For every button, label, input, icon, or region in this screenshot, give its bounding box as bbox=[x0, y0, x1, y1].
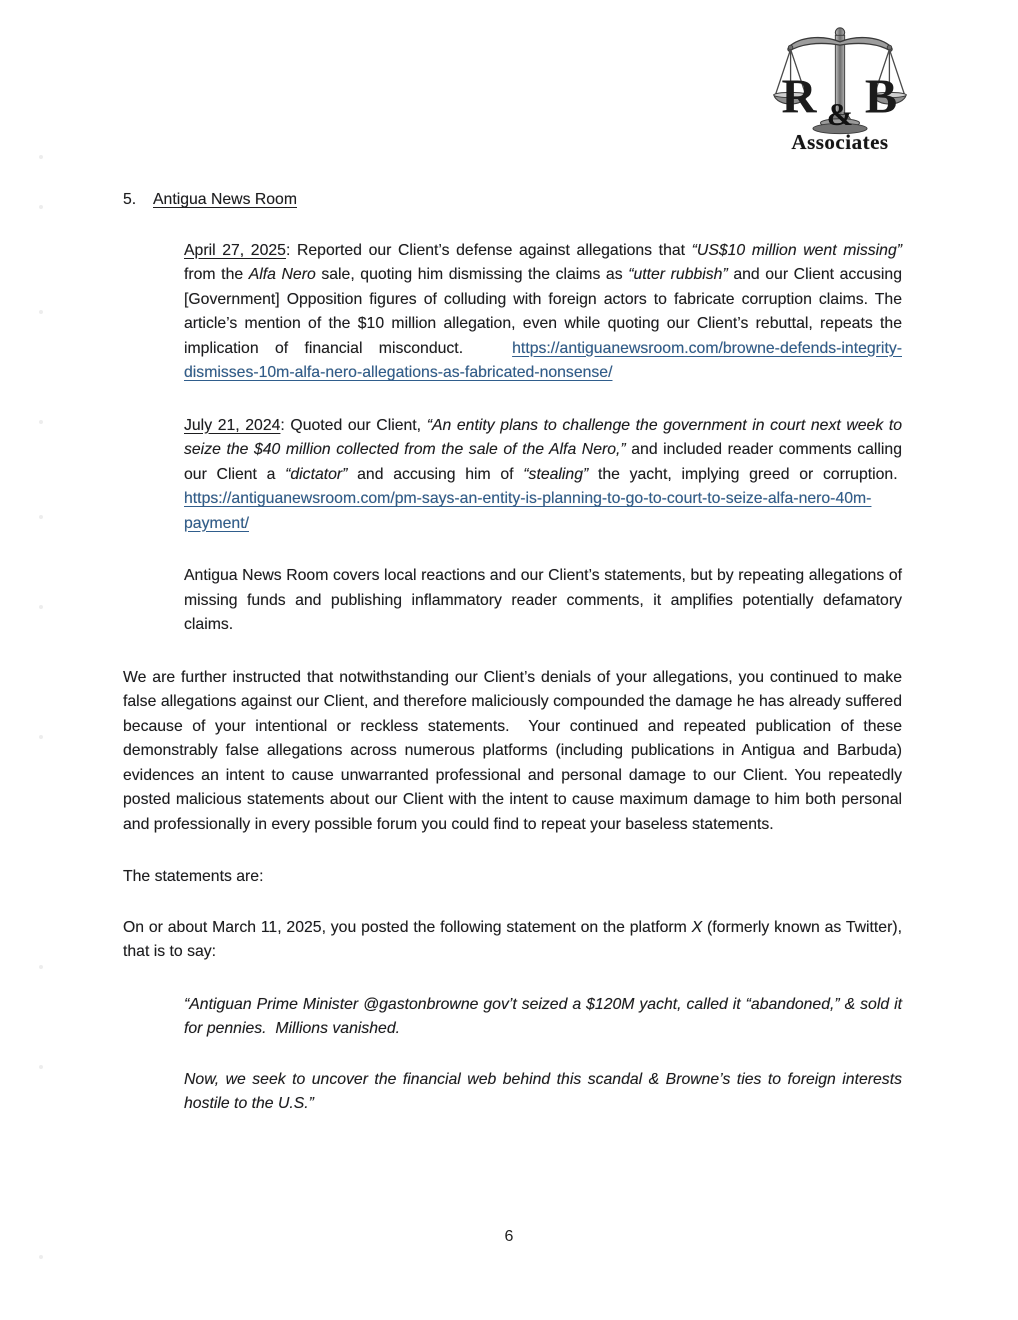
scan-speck bbox=[39, 515, 43, 519]
text-run: We are further instructed that notwithstanding our Client’s denials of your allegations, you continued to make false allegations against our Client, and therefore maliciously compounded the damage he has already suffered because of your intentional or reckless statements. Your continued and repeated publication of these demonstrably false allegations across numerous platforms (including publications in Antigua and Barbuda) evidences an intent to cause unwarranted professional and personal damage to our Client. You repeatedly posted malicious statements about our Client with the intent to cause maximum damage to him both personal and professionally in every possible forum you could find to repeat your baseless statements. bbox=[123, 668, 902, 833]
paragraph-april-27-2025 bbox=[184, 239, 902, 386]
scan-speck bbox=[39, 735, 43, 739]
text-run: April 27, 2025 bbox=[184, 241, 286, 259]
paragraph-news-room-summary bbox=[184, 564, 902, 638]
text-run: from the bbox=[184, 266, 249, 283]
text-run: : Quoted our Client, bbox=[280, 416, 427, 434]
hyperlink[interactable]: https://antiguanewsroom.com/browne-defends-integrity-dismisses-10m-alfa-nero-allegations-as-fabricated-nonsense/ bbox=[184, 339, 902, 381]
scan-speck bbox=[39, 205, 43, 209]
text-run: and included reader comments calling our Client a bbox=[184, 441, 903, 483]
tweet-quote-2 bbox=[184, 1068, 902, 1117]
hyperlink[interactable]: https://antiguanewsroom.com/pm-says-an-entity-is-planning-to-go-to-court-to-seize-alfa-nero-40m-payment/ bbox=[184, 490, 872, 532]
logo-caption: Associates bbox=[791, 130, 889, 154]
scan-speck bbox=[39, 605, 43, 609]
paragraph-on-or-about-march-11 bbox=[123, 916, 902, 965]
scales-of-justice-icon bbox=[770, 26, 910, 136]
text-run: Alfa Nero bbox=[248, 266, 316, 283]
text-run: and accusing him of bbox=[347, 465, 524, 483]
text-run: “An entity plans to challenge the government in court next week to seize the $40 million collected from the sale of the Alfa Nero,” bbox=[184, 416, 903, 458]
logo-letter-b: B bbox=[864, 70, 898, 124]
section-heading bbox=[123, 188, 902, 213]
text-run: sale, quoting him dismissing the claims as bbox=[315, 266, 629, 283]
scan-speck bbox=[39, 155, 43, 159]
text-run: “US$10 million went missing” bbox=[691, 241, 903, 259]
scan-speck bbox=[39, 310, 43, 314]
text-run: (formerly known as Twitter), that is to say: bbox=[123, 918, 903, 960]
text-run: the yacht, implying greed or corruption. bbox=[588, 465, 902, 483]
text-run: Antigua News Room covers local reactions and our Client’s statements, but by repeating allegations of missing funds and publishing inflammatory reader comments, it amplifies potentially defamatory claims. bbox=[184, 567, 902, 633]
page-number: 6 bbox=[504, 1228, 514, 1245]
letter-body bbox=[123, 188, 902, 1145]
text-run: Now, we seek to uncover the financial web behind this scandal & Browne’s ties to foreign interests hostile to the U.S.” bbox=[184, 1070, 902, 1112]
section-title: Antigua News Room bbox=[153, 191, 297, 208]
section-number: 5. bbox=[123, 191, 137, 208]
text-run: and our Client accusing [Government] Opposition figures of colluding with foreign actors to fabricate corruption claims. The article’s mention of the $10 million allegation, even while quoting our Client’s rebuttal, repeats the implication of financial misconduct. bbox=[184, 266, 902, 357]
text-run: “utter rubbish” bbox=[628, 266, 728, 283]
scan-speck bbox=[39, 1255, 43, 1259]
logo-ampersand: & bbox=[826, 96, 854, 132]
scan-speck bbox=[39, 420, 43, 424]
tweet-quote-1 bbox=[184, 993, 902, 1042]
paragraph-july-21-2024 bbox=[184, 414, 902, 537]
scan-speck bbox=[39, 1065, 43, 1069]
text-run: X bbox=[691, 918, 703, 936]
page-footer bbox=[0, 1228, 1018, 1246]
text-run: July 21, 2024 bbox=[184, 416, 281, 434]
logo-letter-r: R bbox=[781, 70, 817, 124]
firm-logo bbox=[770, 26, 910, 155]
statements-intro: The statements are: bbox=[123, 868, 264, 885]
text-run: “stealing” bbox=[523, 465, 589, 483]
paragraph-further-instructed bbox=[123, 666, 902, 838]
text-run: : Reported our Client’s defense against allegations that bbox=[285, 241, 692, 259]
text-run: “Antiguan Prime Minister @gastonbrowne gov’t seized a $120M yacht, called it “abandoned,” & sold it for pennies. Millions vanished. bbox=[184, 995, 902, 1037]
text-run: “dictator” bbox=[285, 465, 348, 483]
scan-speck bbox=[39, 965, 43, 969]
text-run: On or about March 11, 2025, you posted the following statement on the platform bbox=[123, 918, 692, 936]
